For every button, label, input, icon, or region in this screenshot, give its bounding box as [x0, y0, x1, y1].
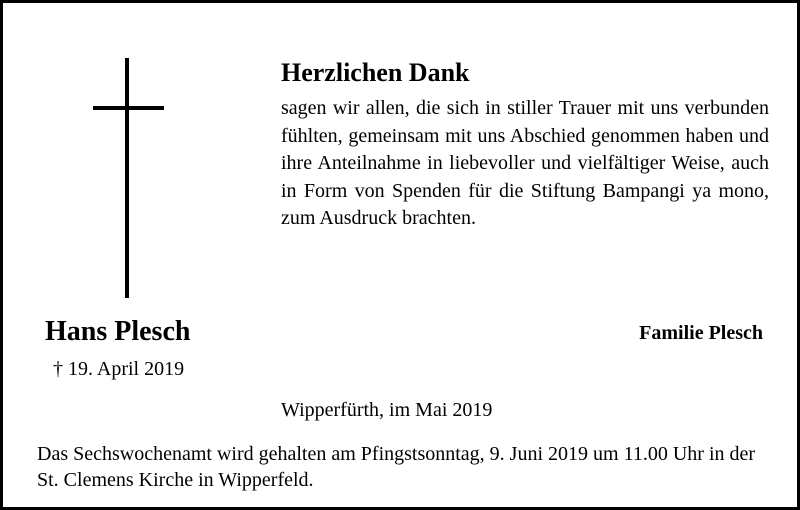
- cross-vertical-beam: [125, 58, 129, 298]
- deceased-name: Hans Plesch: [45, 316, 191, 347]
- cross-horizontal-beam: [93, 106, 164, 110]
- death-date: † 19. April 2019: [53, 358, 185, 380]
- thank-you-heading: Herzlichen Dank: [281, 58, 470, 87]
- family-signature: Familie Plesch: [639, 322, 763, 344]
- thank-you-message: sagen wir allen, die sich in stiller Trauer mit uns verbunden fühlten, gemeinsam mit uns Abschied genommen haben und ihre Anteilnahme in liebevoller und vielfältiger Weise, auch in Form von Spenden für die Stiftung Bampangi ya mono, zum Ausdruck brachten.: [281, 97, 769, 229]
- place-and-date: Wipperfürth, im Mai 2019: [281, 399, 493, 421]
- memorial-service-info: Das Sechswochenamt wird gehalten am Pfingstsonntag, 9. Juni 2019 um 11.00 Uhr in der St. Clemens Kirche in Wipperfeld.: [37, 443, 756, 491]
